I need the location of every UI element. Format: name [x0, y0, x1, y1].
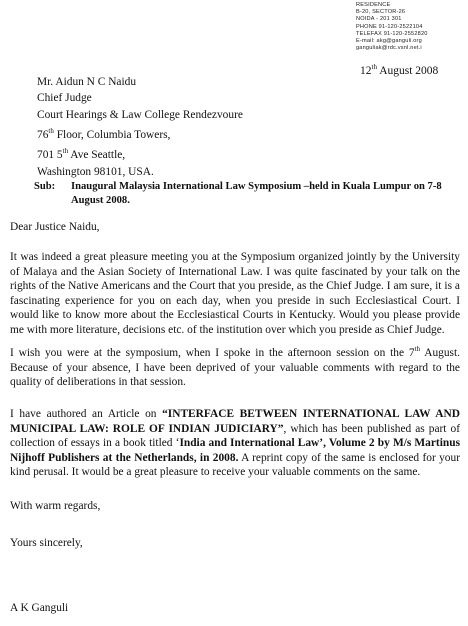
body-paragraph-2 [10, 346, 460, 390]
floor-number: 76 [37, 129, 49, 142]
recipient-organization: Court Hearings & Law College Rendezvoure [37, 108, 243, 121]
paragraph2-part2: August. Because of your absence, I have been deprived of your valuable comments with regard to the quality of deliberations in that session. [10, 347, 460, 389]
street-suffix: th [62, 147, 69, 156]
sender-line: PHONE 91-120-2522104 [356, 23, 423, 30]
street-number: 701 5 [37, 149, 63, 162]
paragraph2-sup: th [414, 345, 421, 354]
signer-name: A K Ganguli [10, 602, 69, 614]
sender-line: E-mail: akg@ganguli.org [356, 38, 422, 45]
recipient-street [37, 143, 243, 163]
date-rest: August 2008 [376, 64, 439, 77]
salutation: Dear Justice Naidu, [10, 221, 100, 233]
body-paragraph-1: It was indeed a great pleasure meeting you at the Symposium organized jointly by the University of Malaya and the Asian Society of International Law. I was quite fascinated by your talk on the rights of the Native Americans and the Court that you preside, as the Chief Judge. I am sure, it is a fascinating experience for you on each day, when you preside in such Ecclesiastical Court. I would like to know more about the Ecclesiastical Courts in Kentucky. Would you please provide me with more literature, decisions etc. of the institution over which you preside as Chief Judge. [10, 251, 460, 336]
recipient-address-block [37, 74, 243, 180]
subject-label: Sub: [34, 181, 56, 192]
date-day: 12 [360, 64, 372, 77]
sender-line: ganguliak@rdc.vsnl.net.i [356, 45, 422, 52]
subject-text: Inaugural Malaysia International Law Symposium –held in Kuala Lumpur on 7-8 August 2008. [71, 181, 442, 206]
date-suffix: th [371, 63, 377, 71]
sign-off: Yours sincerely, [10, 537, 83, 549]
closing: With warm regards, [10, 500, 101, 512]
floor-rest: Floor, Columbia Towers, [53, 129, 171, 142]
article-title: “INTERFACE BETWEEN INTERNATIONAL LAW AND MUNICIPAL LAW: ROLE OF INDIAN JUDICIARY” [10, 408, 460, 435]
sender-address-block [356, 2, 464, 52]
sender-line: NOIDA - 201 301 [356, 16, 402, 23]
letter-date [360, 63, 438, 77]
sender-line: TELEFAX 91-120-2552820 [356, 30, 428, 37]
book-reference: India and International Law’, Volume 2 by M/s Martinus Nijhoff Publishers at the Netherlands, in 2008. [10, 437, 460, 464]
sender-line: B-20, SECTOR-26 [356, 9, 406, 16]
paragraph2-part1: I wish you were at the symposium, when I spoke in the afternoon session on the 7 [10, 347, 415, 359]
paragraph3-text-2: , which has been published as part of collection of essays in a book titled ‘ [10, 422, 460, 450]
paragraph3-text-1: I have authored an Article on [10, 408, 163, 420]
sender-line: RESIDENCE [356, 2, 391, 8]
street-rest: Ave Seattle, [68, 149, 126, 162]
body-paragraph-3 [10, 407, 460, 480]
recipient-floor [37, 123, 243, 143]
recipient-title: Chief Judge [37, 92, 92, 105]
floor-suffix: th [48, 127, 54, 136]
recipient-name: Mr. Aidun N C Naidu [37, 76, 137, 88]
paragraph3-text-3: A reprint copy of the same is enclosed for your kind perusal. It would be a great pleasure to receive your valuable comments on the same. [10, 451, 460, 479]
recipient-city: Washington 98101, USA. [37, 165, 154, 178]
